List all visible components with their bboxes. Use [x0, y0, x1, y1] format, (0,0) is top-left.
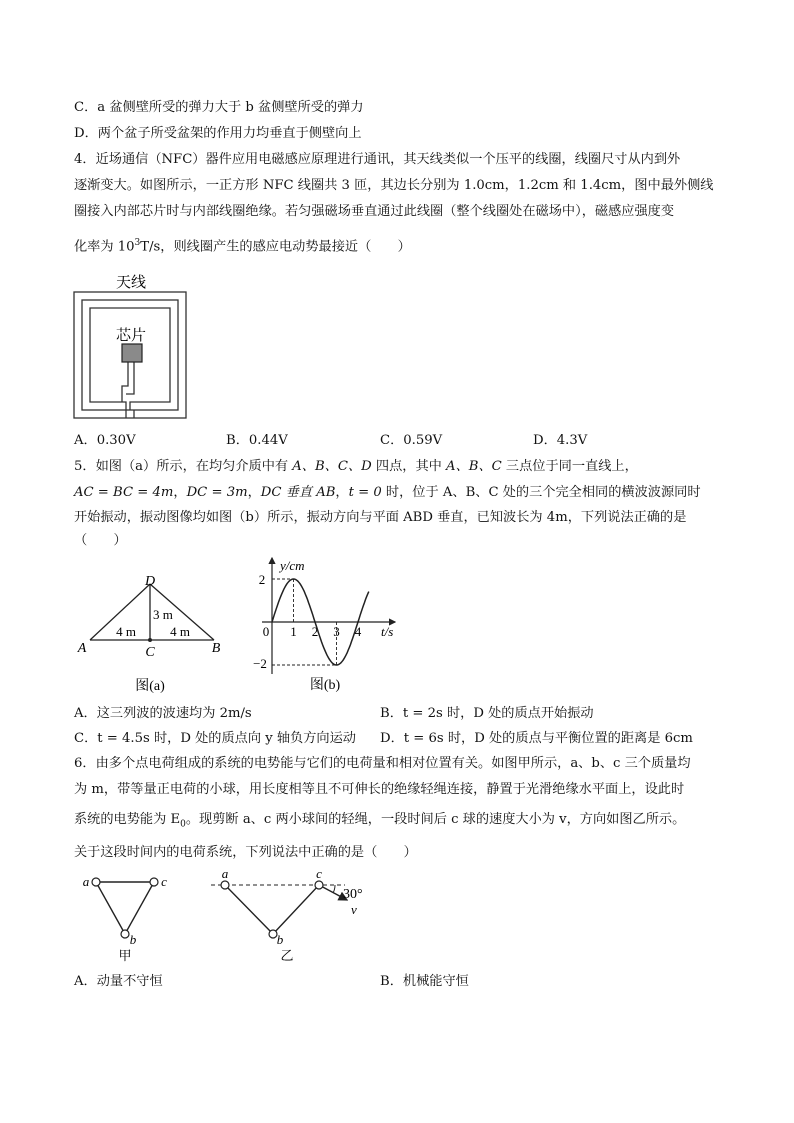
- ball-c: [315, 881, 323, 889]
- q5-option-a: A．这三列波的波速均为 2m/s: [74, 706, 252, 721]
- q6-stem-line4: 关于这段时间内的电荷系统，下列说法中正确的是（ ）: [74, 845, 417, 860]
- chip-block: [122, 344, 142, 362]
- y-axis-label: y/cm: [280, 558, 305, 573]
- q4-option-b: B．0.44V: [226, 433, 288, 448]
- q4-stem-line4: 化率为 $10^3T/s$，则线圈产生的感应电动势最接近（ ）: [74, 238, 411, 255]
- q4-stem-line1: 4．近场通信（NFC）器件应用电磁感应原理进行通讯，其天线类似一个压平的线圈，线圈尺寸从内到外: [74, 152, 681, 167]
- string-bc: [273, 885, 319, 934]
- velocity-label: v: [351, 902, 357, 917]
- label-b: b: [129, 932, 137, 947]
- label-c: C: [145, 645, 155, 660]
- q4-stem-line3: 圈接入内部芯片时与内部线圈绝缘。若匀强磁场垂直通过此线圈（整个线圈处在磁场中），磁感应强度变: [74, 204, 675, 219]
- label-dc-length: 3 m: [153, 607, 173, 622]
- q4-option-a: A．0.30V: [74, 433, 136, 448]
- nfc-coil-figure: [68, 268, 198, 423]
- q6-stem-line1: 6．由多个点电荷组成的系统的电势能与它们的电荷量和相对位置有关。如图甲所示，a、b、c 三个质量均: [74, 756, 691, 771]
- figure-a-triangle: [70, 572, 230, 697]
- ball-b: [121, 930, 129, 938]
- q6-stem-line3: 系统的电势能为 $E_0$。现剪断 a、c 两小球间的轻绳，一段时间后 c 球的速度大小为 v，方向如图乙所示。: [74, 812, 686, 830]
- caption-a: 图(a): [135, 679, 165, 694]
- string-bc: [125, 882, 154, 934]
- figure-jia-triangle: [76, 870, 176, 962]
- label-ac-length: 4 m: [116, 624, 136, 639]
- q4-stem-line2: 逐渐变大。如图所示，一正方形 NFC 线圈共 3 匝，其边长分别为 1.0cm，1.2cm 和 1.4cm，图中最外侧线: [74, 178, 714, 193]
- angle-label: 30°: [343, 887, 363, 902]
- label-d: D: [144, 574, 156, 589]
- ball-a: [92, 878, 100, 886]
- x-tick-label: 3: [333, 624, 340, 639]
- string-ab: [96, 882, 125, 934]
- figure-b-vibration-graph: [250, 552, 400, 697]
- angle-arc: [333, 885, 335, 893]
- label-b: B: [211, 641, 221, 656]
- x-tick-label: 1: [290, 624, 297, 639]
- q5-stem-line1: 5．如图（a）所示，在均匀介质中有 A、B、C、D 四点，其中 A、B、C 三点位于同一直线上，: [74, 459, 638, 474]
- point-c-dot: [148, 638, 152, 642]
- caption-yi: 乙: [280, 949, 294, 964]
- label-c: c: [161, 874, 167, 889]
- q5-option-d: D．t = 6s 时，D 处的质点与平衡位置的距离是 6cm: [380, 731, 693, 746]
- x-axis-label: t/s: [381, 624, 394, 639]
- y-tick-neg: −2: [253, 656, 267, 671]
- q5-stem-line4: （ ）: [74, 533, 127, 548]
- q5-stem-line2: AC = BC = 4m，DC = 3m，DC 垂直 AB，t = 0 时，位于 A、B、C 处的三个完全相同的横波波源同时: [74, 485, 701, 500]
- string-ab: [225, 885, 273, 934]
- q6-stem-line2: 为 m，带等量正电荷的小球，用长度相等且不可伸长的绝缘轻绳连接，静置于光滑绝缘水平面上，设此时: [74, 782, 685, 797]
- label-a: a: [82, 874, 90, 889]
- chip-lead: [122, 358, 128, 402]
- q6-option-a: A．动量不守恒: [74, 974, 163, 989]
- label-cb-length: 4 m: [170, 624, 190, 639]
- origin-label: 0: [262, 624, 270, 639]
- figure-yi-diagram: [205, 868, 385, 964]
- ball-a: [221, 881, 229, 889]
- y-tick-pos: 2: [258, 572, 266, 587]
- caption-jia: 甲: [118, 949, 132, 962]
- x-tick-label: 4: [354, 624, 362, 639]
- antenna-label: 天线: [115, 273, 147, 291]
- label-a: a: [221, 868, 229, 881]
- chip-label: 芯片: [115, 326, 147, 344]
- label-b: b: [276, 932, 284, 947]
- x-tick-label: 2: [311, 624, 319, 639]
- q4-option-c: C．0.59V: [380, 433, 443, 448]
- q5-option-c: C．t = 4.5s 时，D 处的质点向 y 轴负方向运动: [74, 731, 356, 746]
- label-c: c: [316, 868, 322, 881]
- q5-option-b: B．t = 2s 时，D 处的质点开始振动: [380, 706, 594, 721]
- q3-option-d: D．两个盆子所受盆架的作用力均垂直于侧壁向上: [74, 126, 362, 141]
- q6-option-b: B．机械能守恒: [380, 974, 469, 989]
- q3-option-c: C．a 盆侧壁所受的弹力大于 b 盆侧壁所受的弹力: [74, 100, 364, 115]
- label-a: A: [77, 641, 87, 656]
- q5-stem-line3: 开始振动，振动图像均如图（b）所示，振动方向与平面 ABD 垂直，已知波长为 4m，下列说法正确的是: [74, 510, 687, 525]
- q4-option-d: D．4.3V: [533, 433, 588, 448]
- caption-b: 图(b): [309, 678, 341, 693]
- ball-c: [150, 878, 158, 886]
